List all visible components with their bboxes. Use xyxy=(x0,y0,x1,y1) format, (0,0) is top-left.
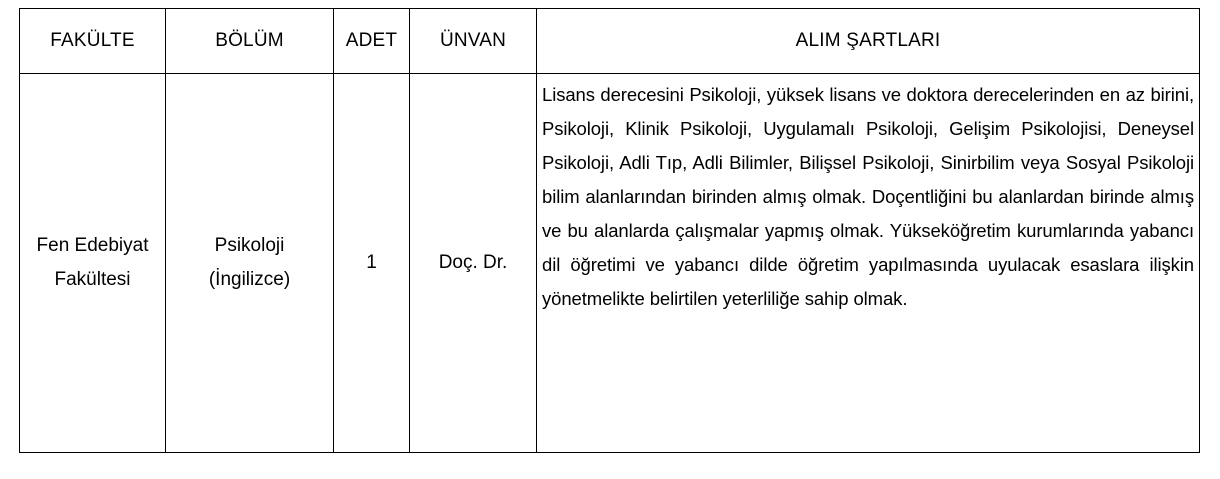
cell-bolum xyxy=(166,74,334,453)
header-adet: ADET xyxy=(334,9,410,74)
header-bolum: BÖLÜM xyxy=(166,9,334,74)
cell-alim-sartlari xyxy=(537,74,1200,453)
fakulte-line-1: Fen Edebiyat xyxy=(36,235,149,256)
requirements-table xyxy=(19,8,1200,453)
header-row xyxy=(20,9,1200,74)
header-fakulte: FAKÜLTE xyxy=(20,9,166,74)
fakulte-line-2: Fakültesi xyxy=(54,269,131,290)
header-alim-sartlari: ALIM ŞARTLARI xyxy=(537,9,1200,74)
cell-adet xyxy=(334,74,410,453)
adet-value: 1 xyxy=(366,252,377,273)
requirements-table-wrapper xyxy=(19,8,1199,453)
bolum-line-2: (İngilizce) xyxy=(208,269,291,290)
cell-unvan xyxy=(410,74,537,453)
cell-fakulte xyxy=(20,74,166,453)
bolum-line-1: Psikoloji xyxy=(214,235,285,256)
table-row xyxy=(20,74,1200,453)
header-unvan: ÜNVAN xyxy=(410,9,537,74)
unvan-value: Doç. Dr. xyxy=(438,252,508,273)
alim-sartlari-text: Lisans derecesini Psikoloji, yüksek lisans ve doktora derecelerinden en az birini, Psikoloji, Klinik Psikoloji, Uygulamalı Psikoloji, Gelişim Psikolojisi, Deneysel Psikoloji, Adli Tıp, Adli Bilimler, Bilişsel Psikoloji, Sinirbilim veya Sosyal Psikoloji bilim alanlarından birinden almış olmak. Doçentliğini bu alanlardan birinde almış ve bu alanlarda çalışmalar yapmış olmak. Yükseköğretim kurumlarında yabancı dil öğretimi ve yabancı dilde öğretim yapılmasında uyulacak esaslara ilişkin yönetmelikte belirtilen yeterliliğe sahip olmak. xyxy=(542,84,1194,309)
